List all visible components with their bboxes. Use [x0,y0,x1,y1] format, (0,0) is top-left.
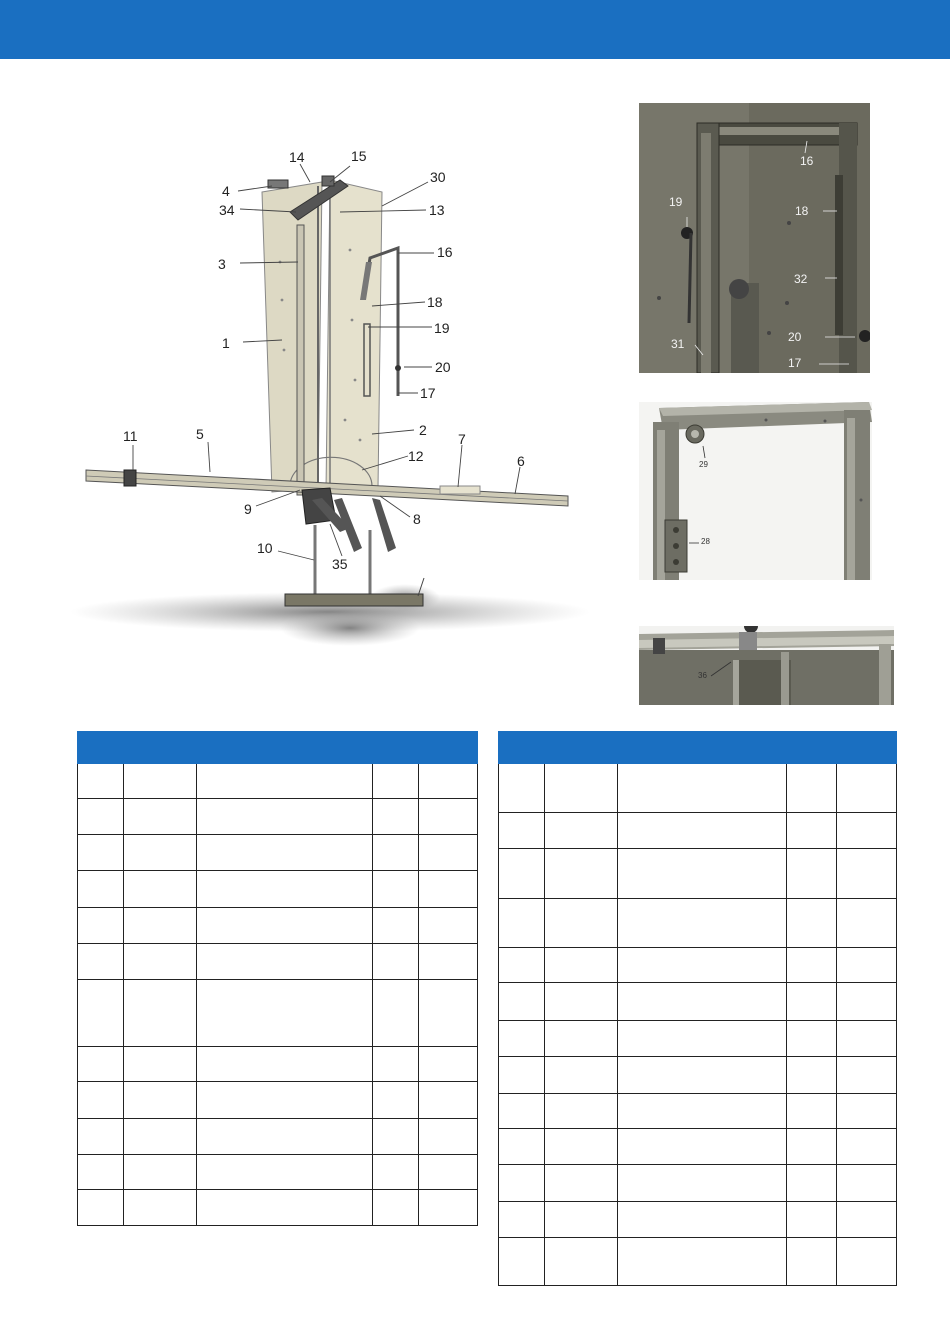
parts-table-right [498,731,897,1286]
header-cell [197,732,478,764]
callout-10: 10 [257,540,273,556]
table-row [78,871,478,908]
table-row [499,899,897,948]
table-row [499,764,897,813]
detail-top-callout-16: 16 [800,154,814,168]
callout-2: 2 [419,422,427,438]
callout-18: 18 [427,294,443,310]
header-cell [78,732,124,764]
table-row [78,1190,478,1226]
detail-middle-callout-28: 28 [701,537,710,546]
detail-top-callout-31: 31 [671,337,685,351]
table-row [499,1238,897,1286]
table-row [78,980,478,1047]
detail-photo-middle [639,402,872,580]
table-row [499,849,897,899]
table-row [499,813,897,849]
callout-16: 16 [437,244,453,260]
callout-30: 30 [430,169,446,185]
detail-middle-callout-29: 29 [699,460,708,469]
table-row [499,1021,897,1057]
table-row [78,799,478,835]
callout-11: 11 [123,428,138,444]
table-row [499,1094,897,1129]
callout-5: 5 [196,426,204,442]
main-assembly-illustration [70,140,590,650]
table-row [499,1202,897,1238]
header-cell [618,732,897,764]
header-cell [124,732,197,764]
callout-3: 3 [218,256,226,272]
table-row [78,1155,478,1190]
callout-20: 20 [435,359,451,375]
table-row [499,1057,897,1094]
table-row [78,908,478,944]
table-row [78,835,478,871]
table-row [78,1047,478,1082]
detail-top-callout-18: 18 [795,204,809,218]
table-row [499,1129,897,1165]
parts-table-left [77,731,478,1226]
callout-14: 14 [289,149,305,165]
detail-top-callout-20: 20 [788,330,802,344]
detail-top-callout-19: 19 [669,195,683,209]
callout-15: 15 [351,148,367,164]
detail-top-callout-32: 32 [794,272,808,286]
callout-34: 34 [219,202,235,218]
table-row [78,1119,478,1155]
detail-bottom-callout-36: 36 [698,671,707,680]
table-row [78,764,478,799]
callout-13: 13 [429,202,445,218]
callout-9: 9 [244,501,252,517]
header-cell [545,732,618,764]
detail-photo-top [639,103,870,373]
table-row [499,948,897,983]
parts-table-left-header [78,732,478,764]
callout-35: 35 [332,556,348,572]
detail-top-callout-17: 17 [788,356,802,370]
table-row [78,944,478,980]
parts-table-right-header [499,732,897,764]
callout-6: 6 [517,453,525,469]
callout-4: 4 [222,183,230,199]
table-row [499,983,897,1021]
header-band [0,0,950,59]
callout-7: 7 [458,431,466,447]
detail-photo-bottom [639,626,894,705]
callout-1: 1 [222,335,230,351]
callout-8: 8 [413,511,421,527]
callout-17: 17 [420,385,436,401]
table-row [499,1165,897,1202]
table-row [78,1082,478,1119]
callout-19: 19 [434,320,450,336]
header-cell [499,732,545,764]
callout-12: 12 [408,448,424,464]
